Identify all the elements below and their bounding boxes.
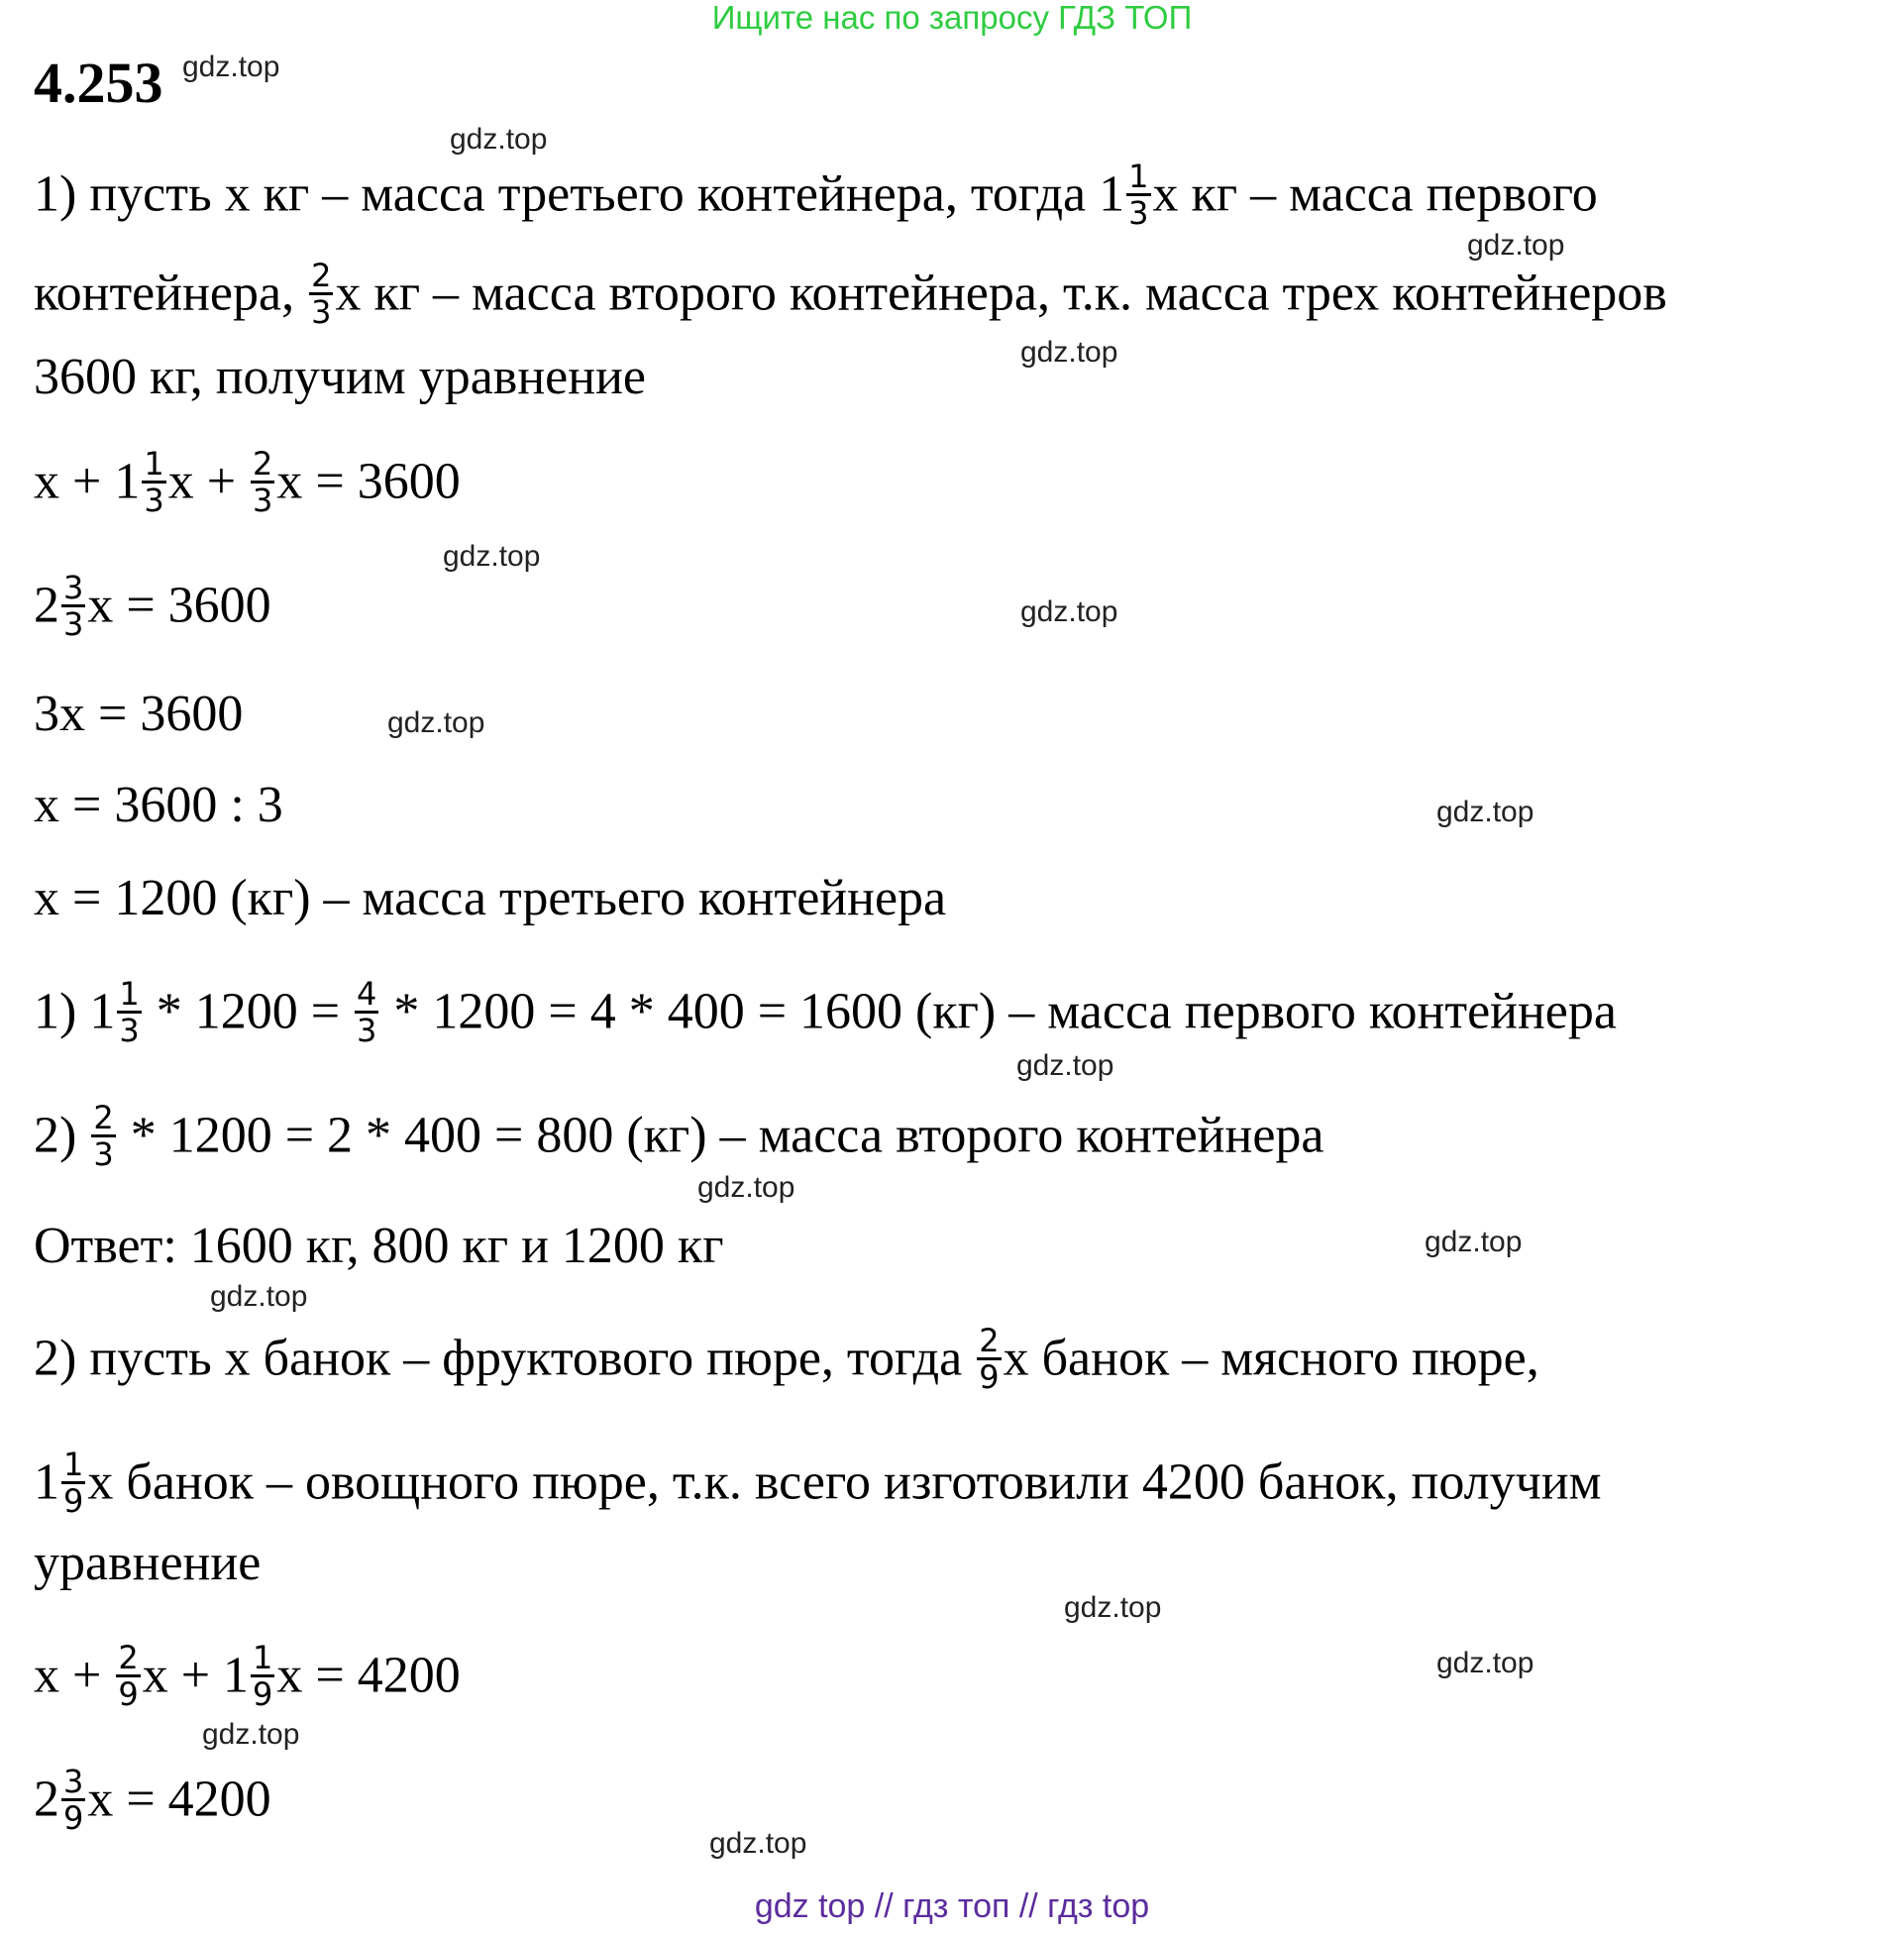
equation-7 bbox=[34, 1763, 271, 1839]
numerator: 1 bbox=[144, 445, 164, 483]
equation-6 bbox=[34, 1639, 461, 1715]
part1-line2 bbox=[34, 257, 1667, 333]
equation-2 bbox=[34, 569, 271, 645]
numerator: 3 bbox=[63, 1763, 84, 1800]
watermark: gdz.top bbox=[387, 706, 485, 739]
denominator: 9 bbox=[63, 1482, 84, 1520]
text: * 1200 = 2 * 400 = 800 (кг) – масса второго контейнера bbox=[117, 1107, 1324, 1164]
part1-line3: 3600 кг, получим уравнение bbox=[34, 349, 646, 405]
numerator: 2 bbox=[118, 1639, 139, 1676]
text: х = 3600 bbox=[276, 453, 461, 510]
text: 2 bbox=[34, 577, 59, 634]
text: контейнера, bbox=[34, 265, 308, 322]
text: х = 4200 bbox=[87, 1771, 271, 1828]
watermark: gdz.top bbox=[1064, 1591, 1162, 1624]
text: х банок – мясного пюре, bbox=[1003, 1330, 1539, 1387]
answer: Ответ: 1600 кг, 800 кг и 1200 кг bbox=[34, 1218, 724, 1274]
watermark: gdz.top bbox=[443, 540, 541, 573]
numerator: 2 bbox=[253, 445, 273, 483]
text: х банок – овощного пюре, т.к. всего изготовили 4200 банок, получим bbox=[87, 1453, 1602, 1511]
step-1 bbox=[34, 975, 1617, 1051]
watermark: gdz.top bbox=[1436, 1647, 1534, 1679]
watermark: gdz.top bbox=[1016, 1049, 1114, 1082]
fraction bbox=[61, 1448, 85, 1518]
equation-1 bbox=[34, 445, 461, 521]
numerator: 2 bbox=[93, 1099, 114, 1136]
denominator: 3 bbox=[63, 605, 84, 643]
fraction bbox=[116, 1641, 140, 1711]
watermark: gdz.top bbox=[450, 123, 548, 156]
text: х + bbox=[167, 453, 250, 510]
numerator: 1 bbox=[119, 975, 140, 1013]
fraction bbox=[355, 977, 378, 1047]
footer-links[interactable]: gdz top // гдз топ // гдз top bbox=[754, 1887, 1150, 1925]
fraction bbox=[117, 977, 141, 1047]
fraction bbox=[251, 447, 274, 517]
part2-line1 bbox=[34, 1322, 1539, 1398]
numerator: 1 bbox=[1128, 158, 1149, 195]
fraction bbox=[251, 1641, 274, 1711]
text: 1) пусть х кг – масса третьего контейнера, тогда 1 bbox=[34, 165, 1125, 223]
text: х + 1 bbox=[142, 1647, 250, 1704]
watermark: gdz.top bbox=[1467, 229, 1565, 262]
denominator: 3 bbox=[1128, 194, 1149, 232]
text: 1 bbox=[34, 1453, 59, 1511]
denominator: 3 bbox=[119, 1012, 140, 1049]
watermark: gdz.top bbox=[1425, 1226, 1523, 1258]
fraction bbox=[142, 447, 165, 517]
search-banner: Ищите нас по запросу ГДЗ ТОП bbox=[711, 0, 1193, 36]
text: х + bbox=[34, 1647, 115, 1704]
numerator: 3 bbox=[63, 569, 84, 606]
fraction bbox=[61, 1765, 85, 1835]
denominator: 3 bbox=[357, 1012, 377, 1049]
equation-4: х = 3600 : 3 bbox=[34, 777, 283, 833]
exercise-number: 4.253 bbox=[34, 51, 163, 115]
text: 2) пусть х банок – фруктового пюре, тогда bbox=[34, 1330, 976, 1387]
watermark: gdz.top bbox=[202, 1718, 300, 1751]
watermark: gdz.top bbox=[1436, 796, 1534, 828]
watermark: gdz.top bbox=[709, 1827, 807, 1860]
part1-line1 bbox=[34, 158, 1598, 234]
step-2 bbox=[34, 1099, 1324, 1175]
denominator: 9 bbox=[253, 1675, 273, 1713]
watermark: gdz.top bbox=[1020, 595, 1118, 628]
numerator: 2 bbox=[979, 1322, 1000, 1359]
text: х = 3600 bbox=[87, 577, 271, 634]
numerator: 1 bbox=[253, 1639, 273, 1676]
watermark: gdz.top bbox=[1020, 336, 1118, 369]
denominator: 3 bbox=[253, 482, 273, 519]
fraction bbox=[977, 1324, 1001, 1394]
numerator: 2 bbox=[311, 257, 332, 294]
fraction bbox=[309, 259, 333, 329]
denominator: 9 bbox=[63, 1799, 84, 1837]
text: х = 4200 bbox=[276, 1647, 461, 1704]
watermark: gdz.top bbox=[182, 51, 280, 83]
watermark: gdz.top bbox=[697, 1171, 795, 1204]
part2-line2 bbox=[34, 1446, 1602, 1522]
text: * 1200 = 4 * 400 = 1600 (кг) – масса первого контейнера bbox=[380, 983, 1617, 1040]
equation-5: х = 1200 (кг) – масса третьего контейнера bbox=[34, 870, 947, 926]
part2-line3: уравнение bbox=[34, 1535, 262, 1591]
denominator: 3 bbox=[144, 482, 164, 519]
text: х кг – масса первого bbox=[1152, 165, 1598, 223]
fraction bbox=[91, 1101, 115, 1171]
text: х + 1 bbox=[34, 453, 141, 510]
denominator: 3 bbox=[93, 1135, 114, 1173]
denominator: 9 bbox=[979, 1358, 1000, 1396]
numerator: 1 bbox=[63, 1446, 84, 1483]
fraction bbox=[1126, 160, 1150, 230]
text: х кг – масса второго контейнера, т.к. масса трех контейнеров bbox=[335, 265, 1667, 322]
denominator: 9 bbox=[118, 1675, 139, 1713]
text: 2) bbox=[34, 1107, 90, 1164]
text: 2 bbox=[34, 1771, 59, 1828]
text: * 1200 = bbox=[143, 983, 354, 1040]
text: 1) 1 bbox=[34, 983, 116, 1040]
denominator: 3 bbox=[311, 293, 332, 331]
numerator: 4 bbox=[357, 975, 377, 1013]
equation-3: 3х = 3600 bbox=[34, 686, 244, 742]
fraction bbox=[61, 571, 85, 641]
watermark: gdz.top bbox=[210, 1280, 308, 1313]
